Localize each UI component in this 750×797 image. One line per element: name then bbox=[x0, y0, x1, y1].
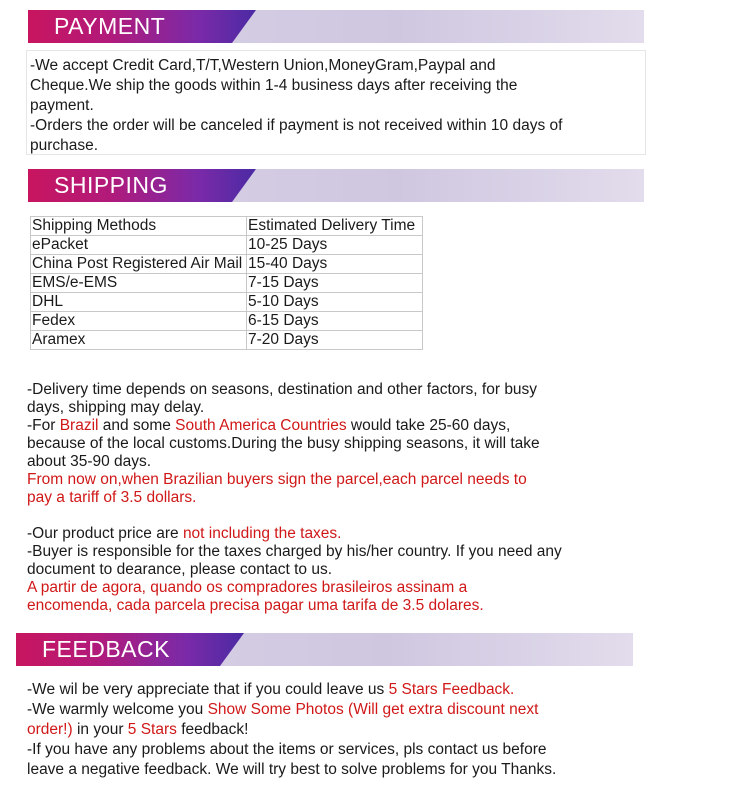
table-cell: Fedex bbox=[31, 312, 247, 331]
photos-highlight: order!) bbox=[27, 721, 73, 738]
shipping-table bbox=[30, 216, 423, 350]
table-cell: 15-40 Days bbox=[247, 255, 423, 274]
table-row bbox=[31, 312, 423, 331]
feedback-line-3 bbox=[27, 720, 248, 740]
feedback-line-5: leave a negative feedback. We will try best to solve problems for you Thanks. bbox=[27, 761, 557, 778]
feedback-text: -We wil be very appreciate that if you could leave us bbox=[27, 681, 389, 698]
table-row bbox=[31, 255, 423, 274]
feedback-title: FEEDBACK bbox=[42, 636, 170, 662]
portuguese-line-2: encomenda, cada parcela precisa pagar uma tarifa de 3.5 dolares. bbox=[27, 597, 484, 614]
shipping-note-3 bbox=[27, 416, 510, 436]
payment-line-5: purchase. bbox=[30, 137, 99, 154]
photos-highlight: Show Some Photos (Will get extra discount next bbox=[207, 701, 539, 718]
payment-title: PAYMENT bbox=[54, 13, 166, 39]
feedback-text: in your bbox=[72, 721, 128, 738]
tax-highlight: not including the taxes. bbox=[182, 525, 342, 542]
payment-banner bbox=[28, 10, 644, 43]
table-cell: EMS/e-EMS bbox=[31, 274, 247, 293]
tariff-line-2: pay a tariff of 3.5 dollars. bbox=[27, 489, 197, 506]
table-cell: 10-25 Days bbox=[247, 236, 423, 255]
five-stars-highlight: 5 Stars Feedback. bbox=[388, 681, 515, 698]
south-america-highlight: South America Countries bbox=[175, 417, 347, 434]
note-text: -For bbox=[27, 417, 60, 434]
table-cell: 6-15 Days bbox=[247, 312, 423, 331]
table-cell: 7-20 Days bbox=[247, 331, 423, 350]
shipping-note-5: about 35-90 days. bbox=[27, 453, 152, 470]
note-text: and some bbox=[98, 417, 176, 434]
table-cell: 5-10 Days bbox=[247, 293, 423, 312]
table-row bbox=[31, 331, 423, 350]
table-header: Estimated Delivery Time bbox=[247, 217, 423, 236]
payment-line-3: payment. bbox=[30, 97, 94, 114]
table-row bbox=[31, 236, 423, 255]
shipping-note-4: because of the local customs.During the busy shipping seasons, it will take bbox=[27, 435, 540, 452]
table-header: Shipping Methods bbox=[31, 217, 247, 236]
tax-line bbox=[27, 524, 342, 544]
feedback-text: -We warmly welcome you bbox=[27, 701, 208, 718]
feedback-line-4: -If you have any problems about the items or services, pls contact us before bbox=[27, 741, 547, 758]
feedback-text: feedback! bbox=[176, 721, 249, 738]
shipping-note-1: -Delivery time depends on seasons, destination and other factors, for busy bbox=[27, 381, 538, 398]
payment-line-4: -Orders the order will be canceled if payment is not received within 10 days of bbox=[30, 117, 563, 134]
buyer-line-1: -Buyer is responsible for the taxes charged by his/her country. If you need any bbox=[27, 543, 562, 560]
shipping-banner bbox=[28, 169, 644, 202]
table-cell: Aramex bbox=[31, 331, 247, 350]
note-text: would take 25-60 days, bbox=[346, 417, 511, 434]
feedback-line-2 bbox=[27, 700, 538, 720]
table-cell: China Post Registered Air Mail bbox=[31, 255, 247, 274]
shipping-note-2: days, shipping may delay. bbox=[27, 399, 205, 416]
shipping-title: SHIPPING bbox=[54, 172, 168, 198]
payment-line-1: -We accept Credit Card,T/T,Western Union,MoneyGram,Paypal and bbox=[30, 57, 496, 74]
table-row bbox=[31, 293, 423, 312]
table-cell: DHL bbox=[31, 293, 247, 312]
table-row bbox=[31, 274, 423, 293]
table-cell: ePacket bbox=[31, 236, 247, 255]
table-cell: 7-15 Days bbox=[247, 274, 423, 293]
feedback-banner bbox=[16, 633, 633, 666]
payment-line-2: Cheque.We ship the goods within 1-4 business days after receiving the bbox=[30, 77, 518, 94]
portuguese-line-1: A partir de agora, quando os compradores brasileiros assinam a bbox=[27, 579, 468, 596]
tariff-line-1: From now on,when Brazilian buyers sign the parcel,each parcel needs to bbox=[27, 471, 527, 488]
feedback-line-1 bbox=[27, 680, 514, 700]
table-header-row bbox=[31, 217, 423, 236]
buyer-line-2: document to dearance, please contact to us. bbox=[27, 561, 333, 578]
brazil-highlight: Brazil bbox=[59, 417, 99, 434]
five-stars-highlight: 5 Stars bbox=[127, 721, 177, 738]
note-text: -Our product price are bbox=[27, 525, 183, 542]
